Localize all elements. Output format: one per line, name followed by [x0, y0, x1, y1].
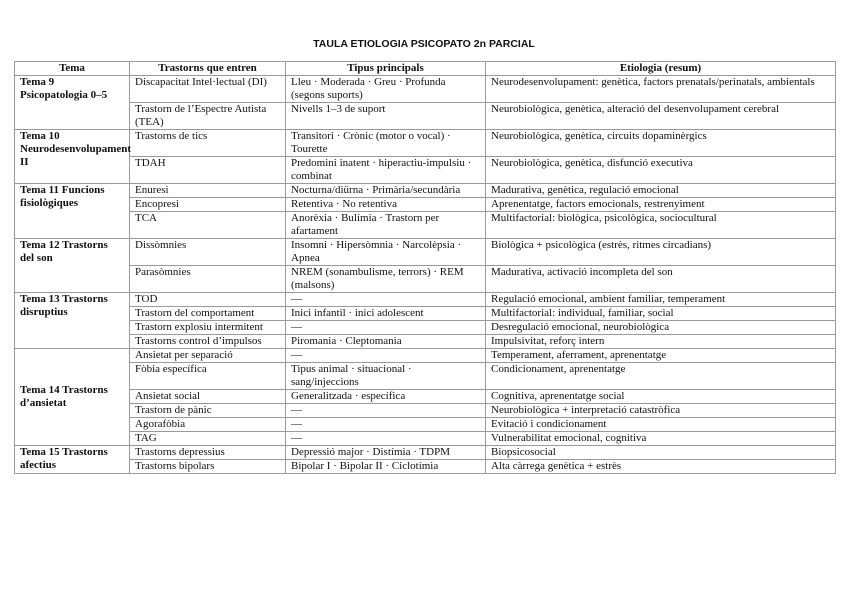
etiology-cell: Regulació emocional, ambient familiar, temperament [486, 293, 836, 307]
types-cell: Transitori · Crònic (motor o vocal) · Tourette [286, 130, 486, 157]
etiology-cell: Evitació i condicionament [486, 418, 836, 432]
table-row [15, 293, 836, 307]
table-row [15, 307, 836, 321]
table-row [15, 76, 836, 103]
types-cell: Generalitzada · específica [286, 390, 486, 404]
disorder-cell: Ansietat social [130, 390, 286, 404]
types-cell: — [286, 349, 486, 363]
disorder-cell: Trastorns bipolars [130, 460, 286, 474]
types-cell: Insomni · Hipersòmnia · Narcolèpsia · Apnea [286, 239, 486, 266]
disorder-cell: Trastorn explosiu intermitent [130, 321, 286, 335]
types-cell: — [286, 404, 486, 418]
table-row [15, 404, 836, 418]
types-cell: — [286, 321, 486, 335]
types-cell: Piromania · Cleptomania [286, 335, 486, 349]
table-row [15, 335, 836, 349]
types-cell: — [286, 293, 486, 307]
etiology-cell: Temperament, aferrament, aprenentatge [486, 349, 836, 363]
table-row [15, 184, 836, 198]
topic-cell: Tema 11 Funcions fisiològiques [15, 184, 130, 239]
topic-cell: Tema 10 Neurodesenvolupament II [15, 130, 130, 184]
disorder-cell: Discapacitat Intel·lectual (DI) [130, 76, 286, 103]
types-cell: Lleu · Moderada · Greu · Profunda (segons suports) [286, 76, 486, 103]
etiology-cell: Desregulació emocional, neurobiològica [486, 321, 836, 335]
disorder-cell: TOD [130, 293, 286, 307]
table-row [15, 460, 836, 474]
disorder-cell: Trastorn de l’Espectre Autista (TEA) [130, 103, 286, 130]
types-cell: Depressió major · Distímia · TDPM [286, 446, 486, 460]
disorder-cell: Agorafòbia [130, 418, 286, 432]
types-cell: — [286, 418, 486, 432]
types-cell: NREM (sonambulisme, terrors) · REM (malsons) [286, 266, 486, 293]
types-cell: Nocturna/diürna · Primària/secundària [286, 184, 486, 198]
types-cell: Retentiva · No retentiva [286, 198, 486, 212]
etiology-cell: Neurobiològica + interpretació catastròfica [486, 404, 836, 418]
table-row [15, 432, 836, 446]
disorder-cell: Trastorns depressius [130, 446, 286, 460]
disorder-cell: Enuresi [130, 184, 286, 198]
types-cell: Inici infantil · inici adolescent [286, 307, 486, 321]
table-row [15, 446, 836, 460]
disorder-cell: TCA [130, 212, 286, 239]
etiology-cell: Cognitiva, aprenentatge social [486, 390, 836, 404]
disorder-cell: Trastorn de pànic [130, 404, 286, 418]
etiology-cell: Multifactorial: individual, familiar, social [486, 307, 836, 321]
topic-cell: Tema 13 Trastorns disruptius [15, 293, 130, 349]
etiology-cell: Madurativa, activació incompleta del son [486, 266, 836, 293]
etiology-cell: Neurobiològica, genètica, alteració del desenvolupament cerebral [486, 103, 836, 130]
topic-cell: Tema 14 Trastorns d’ansietat [15, 349, 130, 446]
disorder-cell: Parasòmnies [130, 266, 286, 293]
topic-cell: Tema 12 Trastorns del son [15, 239, 130, 293]
etiology-cell: Multifactorial: biològica, psicològica, sociocultural [486, 212, 836, 239]
disorder-cell: Trastorn del comportament [130, 307, 286, 321]
table-row [15, 349, 836, 363]
header-trastorns: Trastorns que entren [130, 62, 286, 76]
etiology-cell: Condicionament, aprenentatge [486, 363, 836, 390]
etiology-cell: Madurativa, genètica, regulació emocional [486, 184, 836, 198]
etiology-cell: Neurobiològica, genètica, disfunció executiva [486, 157, 836, 184]
topic-cell: Tema 15 Trastorns afectius [15, 446, 130, 474]
etiology-cell: Impulsivitat, reforç intern [486, 335, 836, 349]
types-cell: Nivells 1–3 de suport [286, 103, 486, 130]
disorder-cell: Trastorns de tics [130, 130, 286, 157]
etiology-cell: Neurobiològica, genètica, circuits dopaminèrgics [486, 130, 836, 157]
table-row [15, 390, 836, 404]
table-row [15, 321, 836, 335]
disorder-cell: TAG [130, 432, 286, 446]
header-tipus: Tipus principals [286, 62, 486, 76]
table-row [15, 212, 836, 239]
types-cell: Bipolar I · Bipolar II · Ciclotímia [286, 460, 486, 474]
table-header-row [15, 62, 836, 76]
etiology-cell: Vulnerabilitat emocional, cognitiva [486, 432, 836, 446]
disorder-cell: Ansietat per separació [130, 349, 286, 363]
etiology-cell: Aprenentatge, factors emocionals, restrenyiment [486, 198, 836, 212]
etiology-cell: Biopsicosocial [486, 446, 836, 460]
disorder-cell: Trastorns control d’impulsos [130, 335, 286, 349]
table-row [15, 363, 836, 390]
topic-cell: Tema 9 Psicopatologia 0–5 [15, 76, 130, 130]
types-cell: Anorèxia · Bulímia · Trastorn per afartament [286, 212, 486, 239]
disorder-cell: TDAH [130, 157, 286, 184]
page-title: TAULA ETIOLOGIA PSICOPATO 2n PARCIAL [313, 38, 535, 50]
table-row [15, 157, 836, 184]
disorder-cell: Encopresi [130, 198, 286, 212]
table-row [15, 239, 836, 266]
header-tema: Tema [15, 62, 130, 76]
etiology-cell: Biològica + psicològica (estrès, ritmes circadians) [486, 239, 836, 266]
table-row [15, 266, 836, 293]
table-row [15, 198, 836, 212]
disorder-cell: Fòbia específica [130, 363, 286, 390]
table-row [15, 418, 836, 432]
types-cell: Predomini inatent · hiperactiu-impulsiu · combinat [286, 157, 486, 184]
header-etiologia: Etiologia (resum) [486, 62, 836, 76]
table-row [15, 130, 836, 157]
types-cell: Tipus animal · situacional · sang/injeccions [286, 363, 486, 390]
etiology-cell: Alta càrrega genètica + estrès [486, 460, 836, 474]
disorder-cell: Dissòmnies [130, 239, 286, 266]
types-cell: — [286, 432, 486, 446]
table-row [15, 103, 836, 130]
etiology-cell: Neurodesenvolupament: genètica, factors prenatals/perinatals, ambientals [486, 76, 836, 103]
etiology-table [14, 61, 836, 474]
